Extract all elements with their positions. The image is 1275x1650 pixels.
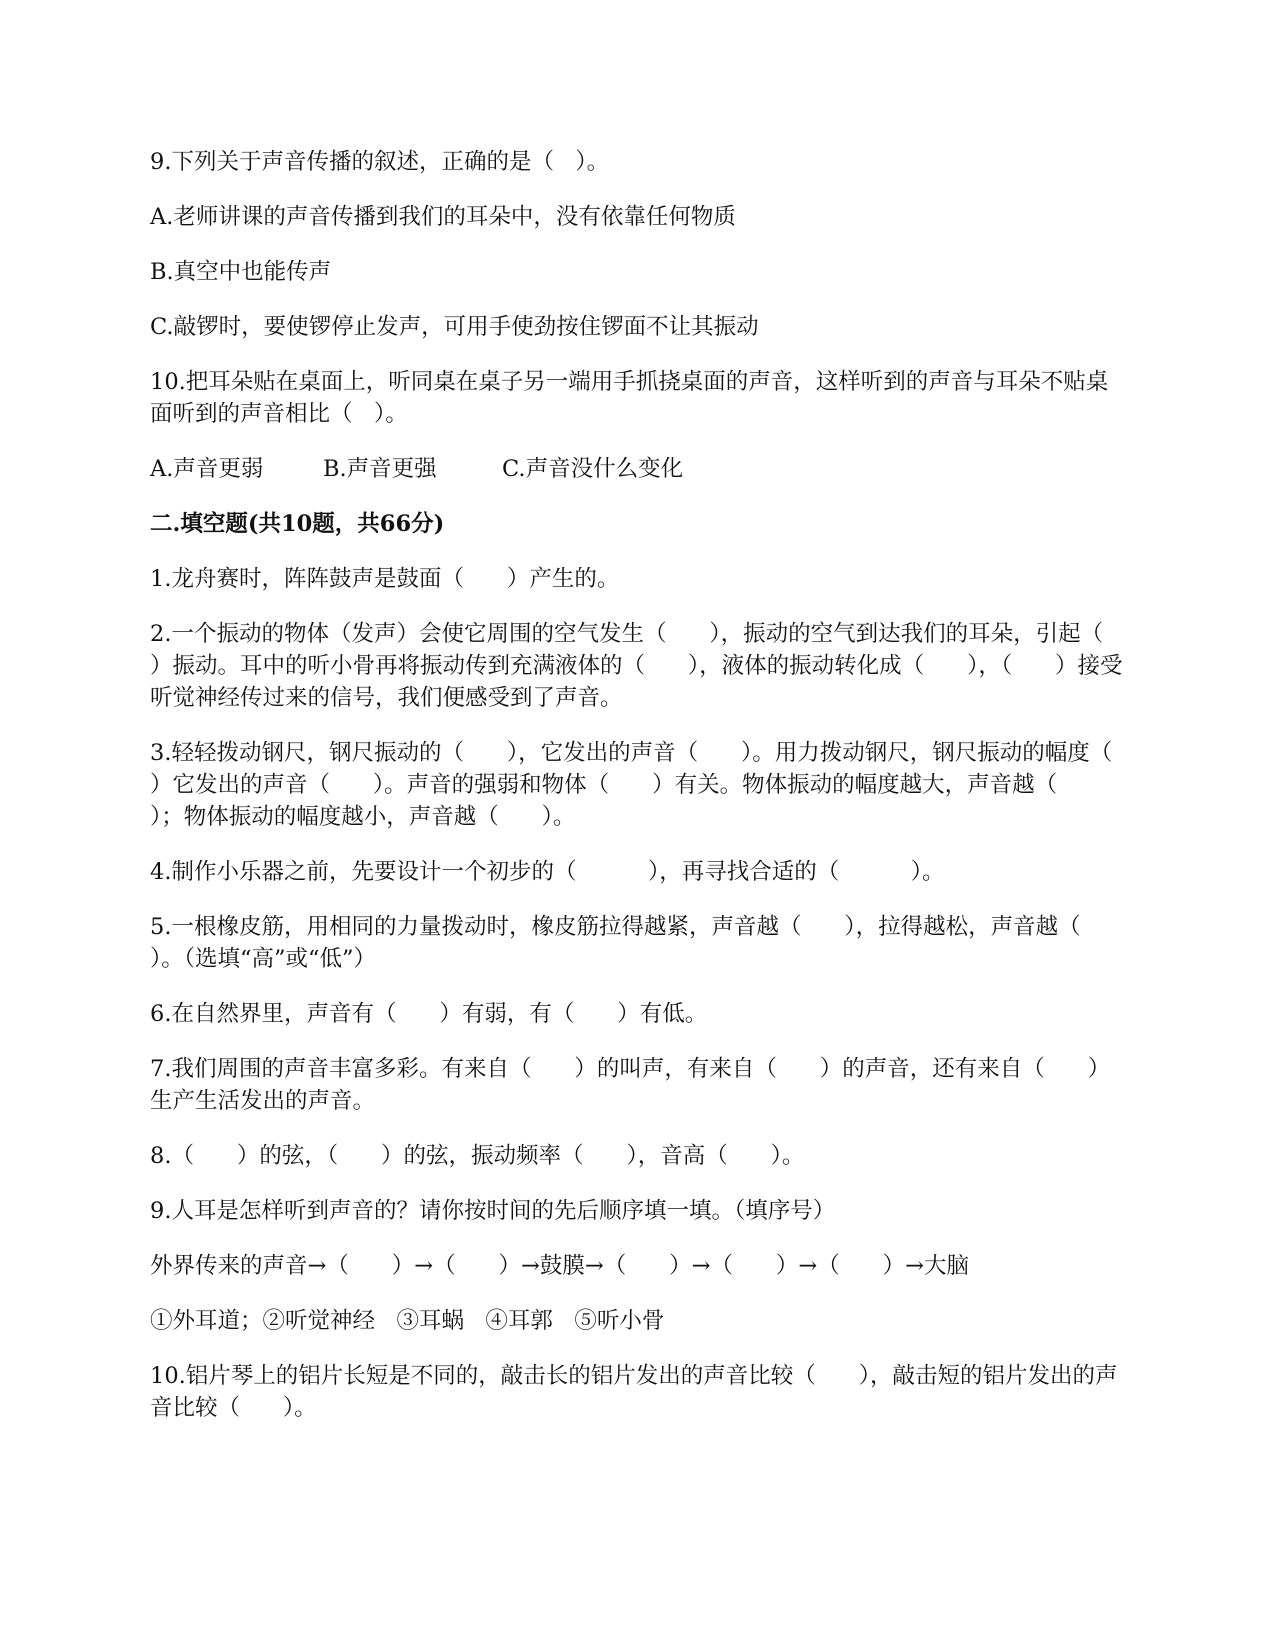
section-heading-fill-in: 二.填空题(共10题，共66分)	[150, 511, 445, 537]
mc-question-10-option-a: A.声音更弱	[150, 456, 264, 482]
fill-question-8: 8.（ ）的弦，（ ）的弦，振动频率（ ），音高（ ）。	[150, 1143, 805, 1169]
mc-question-9-option-a: A.老师讲课的声音传播到我们的耳朵中，没有依靠任何物质	[150, 204, 736, 230]
fill-question-10: 10.铝片琴上的铝片长短是不同的，敲击长的铝片发出的声音比较（ ），敲击短的铝片发出的声音比较（ ）。	[150, 1363, 1118, 1421]
fill-question-4: 4.制作小乐器之前，先要设计一个初步的（ ），再寻找合适的（ ）。	[150, 859, 945, 885]
mc-question-10-options	[150, 453, 1130, 485]
mc-question-10-stem: 10.把耳朵贴在桌面上，听同桌在桌子另一端用手抓挠桌面的声音，这样听到的声音与耳朵不贴桌面听到的声音相比（ ）。	[150, 369, 1109, 427]
fill-question-7: 7.我们周围的声音丰富多彩。有来自（ ）的叫声，有来自（ ）的声音，还有来自（ ）生产生活发出的声音。	[150, 1056, 1111, 1114]
fill-question-5: 5.一根橡皮筋，用相同的力量拨动时，橡皮筋拉得越紧，声音越（ ），拉得越松，声音越（ ）。（选填“高”或“低”）	[150, 914, 1124, 972]
fill-question-9: 9.人耳是怎样听到声音的？请你按时间的先后顺序填一填。（填序号）	[150, 1198, 836, 1224]
mc-question-10-option-c: C.声音没什么变化	[502, 456, 684, 482]
fill-question-1: 1.龙舟赛时，阵阵鼓声是鼓面（ ）产生的。	[150, 566, 620, 592]
fill-question-6: 6.在自然界里，声音有（ ）有弱，有（ ）有低。	[150, 1001, 708, 1027]
fill-question-3: 3.轻轻拨动钢尺，钢尺振动的（ ），它发出的声音（ ）。用力拨动钢尺，钢尺振动的幅度（ ）它发出的声音（ ）。声音的强弱和物体（ ）有关。物体振动的幅度越大，声音越（ ）；物体振动的幅度越小，声音越（ ）。	[150, 740, 1156, 830]
fill-question-9-sequence: 外界传来的声音→（ ）→（ ）→鼓膜→（ ）→（ ）→（ ）→大脑	[150, 1253, 970, 1279]
mc-question-9-option-b: B.真空中也能传声	[150, 259, 332, 285]
fill-question-2: 2.一个振动的物体（发声）会使它周围的空气发生（ ），振动的空气到达我们的耳朵，引起（ ）振动。耳中的听小骨再将振动传到充满液体的（ ），液体的振动转化成（ ），（ ）接受听觉神经传过来的信号，我们便感受到了声音。	[150, 621, 1147, 711]
fill-question-9-choices: ①外耳道；②听觉神经 ③耳蜗 ④耳郭 ⑤听小骨	[150, 1308, 665, 1334]
mc-question-9-option-c: C.敲锣时，要使锣停止发声，可用手使劲按住锣面不让其振动	[150, 314, 759, 340]
mc-question-10-option-b: B.声音更强	[323, 456, 437, 482]
mc-question-9-stem: 9.下列关于声音传播的叙述，正确的是（ ）。	[150, 149, 610, 175]
document-page	[150, 146, 1156, 1447]
